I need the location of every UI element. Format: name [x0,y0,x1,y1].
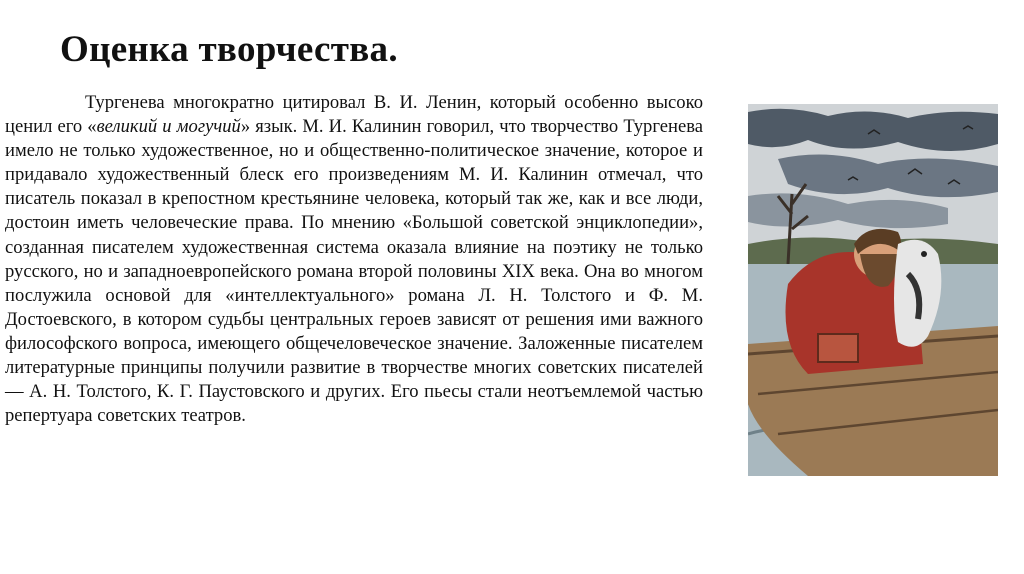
paragraph-part-2: » язык. М. И. Калинин говорил, что творчество Тургенева имело не только художественное, но и общественно-политическое значение, которое и придавало художественный блеск его произведениям М. И. Калинин отмечал, что писатель показал в крепостном крестьянине человека, который так же, как и все люди, достоин иметь человеческие права. По мнению «Большой советской энциклопедии», созданная писателем художественная система оказала влияние на поэтику не только русского, но и западноевропейского романа второй половины XIX века. Она во многом послужила основой для «интеллектуального» романа Л. Н. Толстого и Ф. М. Достоевского, в котором судьбы центральных героев зависят от решения ими важного философского вопроса, имеющего общечеловеческое значение. Заложенные писателем литературные принципы получили развитие в творчестве многих советских писателей — А. Н. Толстого, К. Г. Паустовского и других. Его пьесы стали неотъемлемой частью репертуара советских театров. [5,116,703,427]
paragraph-emphasis: великий и могучий [96,116,241,138]
body-paragraph [5,91,703,428]
small-box [818,334,858,362]
illustration-image [748,104,998,476]
paragraph-part-1: Тургенева многократно цитировал В. И. Ленин, который особенно высоко ценил его « [5,92,703,138]
slide-title: Оценка творчества. [60,29,398,70]
